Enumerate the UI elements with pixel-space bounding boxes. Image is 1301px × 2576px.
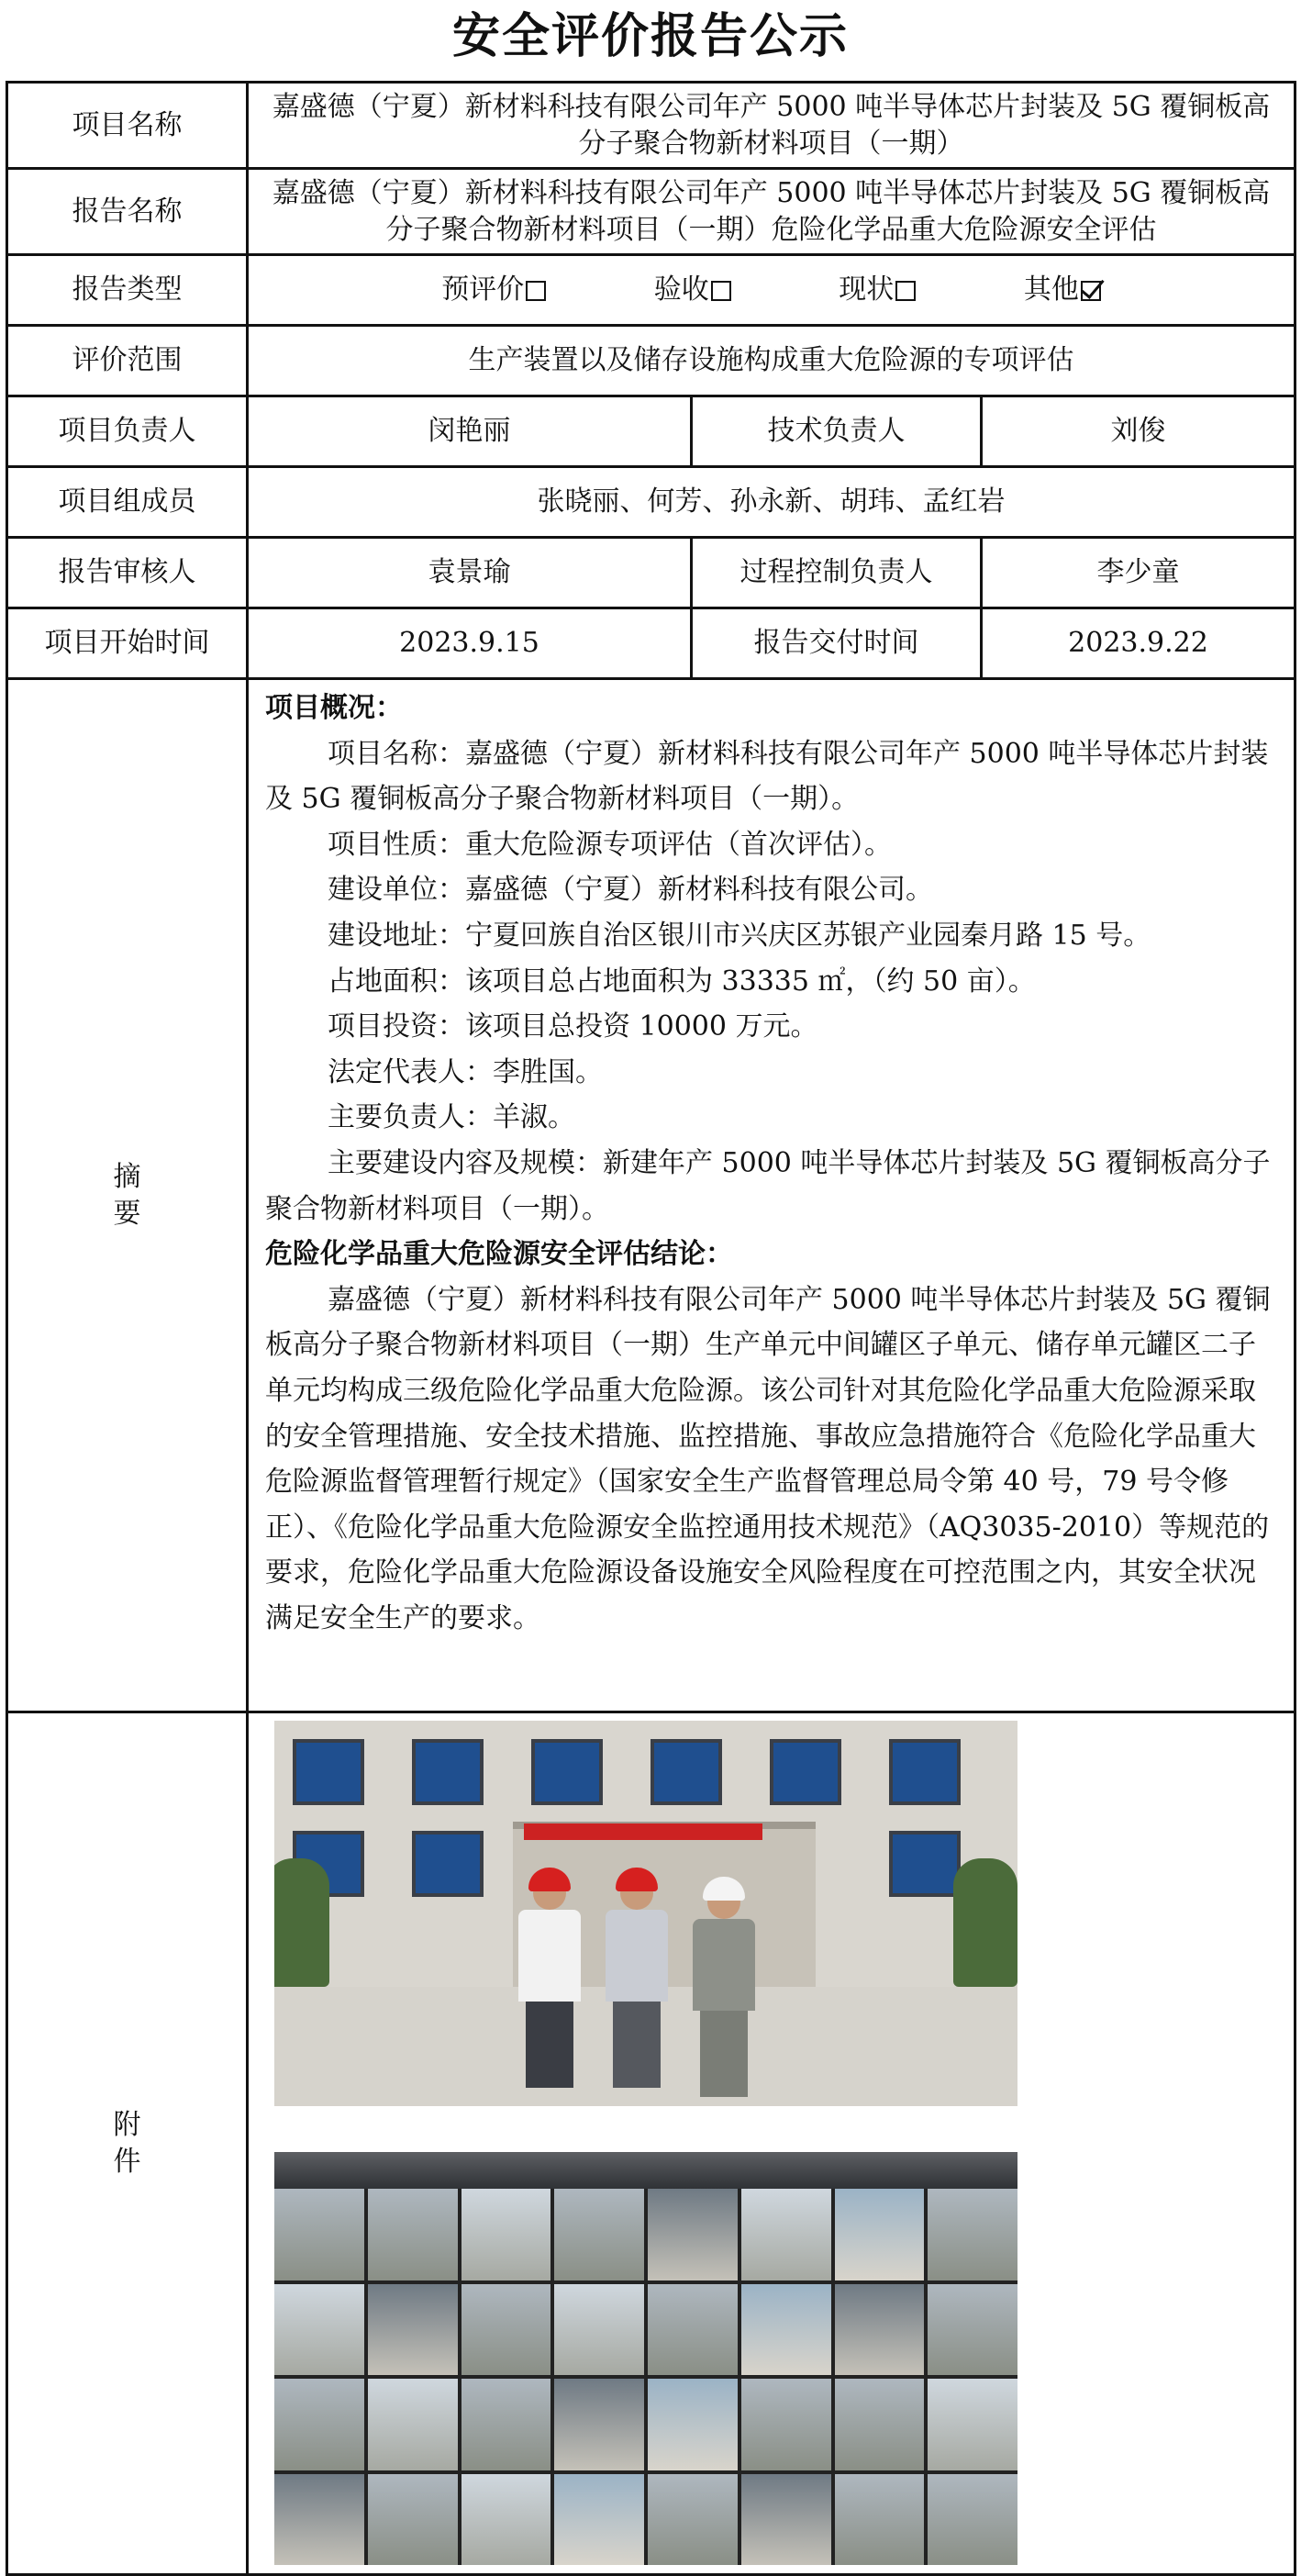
- worker-figure: [513, 1877, 586, 2088]
- checkbox-icon: [526, 281, 546, 301]
- overview-line: 项目投资：该项目总投资 10000 万元。: [328, 1010, 818, 1043]
- overview-line: 占地面积：该项目总占地面积为 33335 ㎡，（约 50 亩）。: [328, 965, 1036, 998]
- attachments-side-char-2: 件: [113, 2145, 141, 2178]
- report-name-value: 嘉盛德（宁夏）新材料科技有限公司年产 5000 吨半导体芯片封装及 5G 覆铜板高分子聚合物新材料项目（一期）危险化学品重大危险源安全评估: [248, 169, 1295, 255]
- checked-checkbox-icon: [1081, 281, 1101, 301]
- overview-heading: 项目概况：: [265, 692, 403, 724]
- attachments-photos: [248, 1712, 1295, 2575]
- row-members: [7, 467, 1295, 538]
- option-other-label: 其他: [1023, 273, 1079, 306]
- option-other: [1024, 272, 1101, 308]
- checkbox-icon: [711, 281, 731, 301]
- site-photo-workers: [274, 1721, 1017, 2106]
- scope-label: 评价范围: [7, 326, 248, 396]
- option-current-status: [839, 272, 916, 308]
- start-date-label: 项目开始时间: [7, 608, 248, 679]
- delivery-date-value: 2023.9.22: [982, 608, 1295, 679]
- process-control-value: 李少童: [982, 538, 1295, 608]
- monitoring-wall-photo: [274, 2152, 1017, 2565]
- report-type-label: 报告类型: [7, 255, 248, 326]
- row-report-type: [7, 255, 1295, 326]
- summary-side-label: [7, 679, 248, 1712]
- members-value: 张晓丽、何芳、孙永新、胡玮、孟红岩: [248, 467, 1295, 538]
- conclusion-heading: 危险化学品重大危险源安全评估结论：: [265, 1238, 733, 1271]
- page-title: 安全评价报告公示: [451, 9, 849, 64]
- scope-value: 生产装置以及储存设施构成重大危险源的专项评估: [248, 326, 1295, 396]
- project-leader-label: 项目负责人: [7, 396, 248, 467]
- row-leaders: [7, 396, 1295, 467]
- option-pre-evaluation: [441, 272, 546, 308]
- worker-figure: [687, 1886, 761, 2097]
- checkbox-icon: [895, 281, 916, 301]
- overview-line: 主要负责人：羊淑。: [328, 1101, 575, 1134]
- technical-leader-label: 技术负责人: [692, 396, 982, 467]
- technical-leader-value: 刘俊: [982, 396, 1295, 467]
- report-type-options: [248, 255, 1295, 326]
- attachments-side-char-1: 附: [113, 2108, 141, 2141]
- report-name-label: 报告名称: [7, 169, 248, 255]
- reviewer-label: 报告审核人: [7, 538, 248, 608]
- project-leader-value: 闵艳丽: [248, 396, 692, 467]
- row-summary: [7, 679, 1295, 1712]
- summary-side-char-1: 摘: [113, 1160, 141, 1193]
- row-report-name: [7, 169, 1295, 255]
- project-name-label: 项目名称: [7, 83, 248, 169]
- reviewer-value: 袁景瑜: [248, 538, 692, 608]
- option-pre-evaluation-label: 预评价: [441, 273, 525, 306]
- overview-line: 建设地址：宁夏回族自治区银川市兴庆区苏银产业园秦月路 15 号。: [328, 919, 1151, 952]
- video-wall-grid: [274, 2189, 1017, 2565]
- worker-figure: [600, 1877, 673, 2088]
- option-current-status-label: 现状: [839, 273, 895, 306]
- summary-content: [248, 679, 1295, 1712]
- project-name-value: 嘉盛德（宁夏）新材料科技有限公司年产 5000 吨半导体芯片封装及 5G 覆铜板高分子聚合物新材料项目（一期）: [248, 83, 1295, 169]
- row-review: [7, 538, 1295, 608]
- overview-line: 建设单位：嘉盛德（宁夏）新材料科技有限公司。: [328, 874, 933, 907]
- process-control-label: 过程控制负责人: [692, 538, 982, 608]
- option-acceptance-label: 验收: [653, 273, 709, 306]
- red-banner: [524, 1823, 762, 1840]
- row-dates: [7, 608, 1295, 679]
- row-project-name: [7, 83, 1295, 169]
- conclusion-text: 嘉盛德（宁夏）新材料科技有限公司年产 5000 吨半导体芯片封装及 5G 覆铜板高分子聚合物新材料项目（一期）生产单元中间罐区子单元、储存单元罐区二子单元均构成三级危险化学品重大危险源。该公司针对其危险化学品重大危险源采取的安全管理措施、安全技术措施、监控措施、事故应急措施符合《危险化学品重大危险源监督管理暂行规定》（国家安全生产监督管理总局令第 40 号，79 号令修正）、《危险化学品重大危险源安全监控通用技术规范》（AQ3035-2010）等规范的要求，危险化学品重大危险源设备设施安全风险程度在可控范围之内，其安全状况满足安全生产的要求。: [265, 1283, 1271, 1634]
- overview-line: 法定代表人：李胜国。: [328, 1055, 603, 1088]
- summary-side-char-2: 要: [113, 1197, 141, 1230]
- overview-line: 项目名称：嘉盛德（宁夏）新材料科技有限公司年产 5000 吨半导体芯片封装及 5G 覆铜板高分子聚合物新材料项目（一期）。: [265, 737, 1269, 816]
- option-acceptance: [654, 272, 731, 308]
- start-date-value: 2023.9.15: [248, 608, 692, 679]
- overview-line: 项目性质：重大危险源专项评估（首次评估）。: [328, 828, 892, 861]
- row-attachments: [7, 1712, 1295, 2575]
- report-table: [6, 81, 1296, 2576]
- row-scope: [7, 326, 1295, 396]
- members-label: 项目组成员: [7, 467, 248, 538]
- attachments-side-label: [7, 1712, 248, 2575]
- overview-line: 主要建设内容及规模：新建年产 5000 吨半导体芯片封装及 5G 覆铜板高分子聚合物新材料项目（一期）。: [265, 1146, 1271, 1225]
- delivery-date-label: 报告交付时间: [692, 608, 982, 679]
